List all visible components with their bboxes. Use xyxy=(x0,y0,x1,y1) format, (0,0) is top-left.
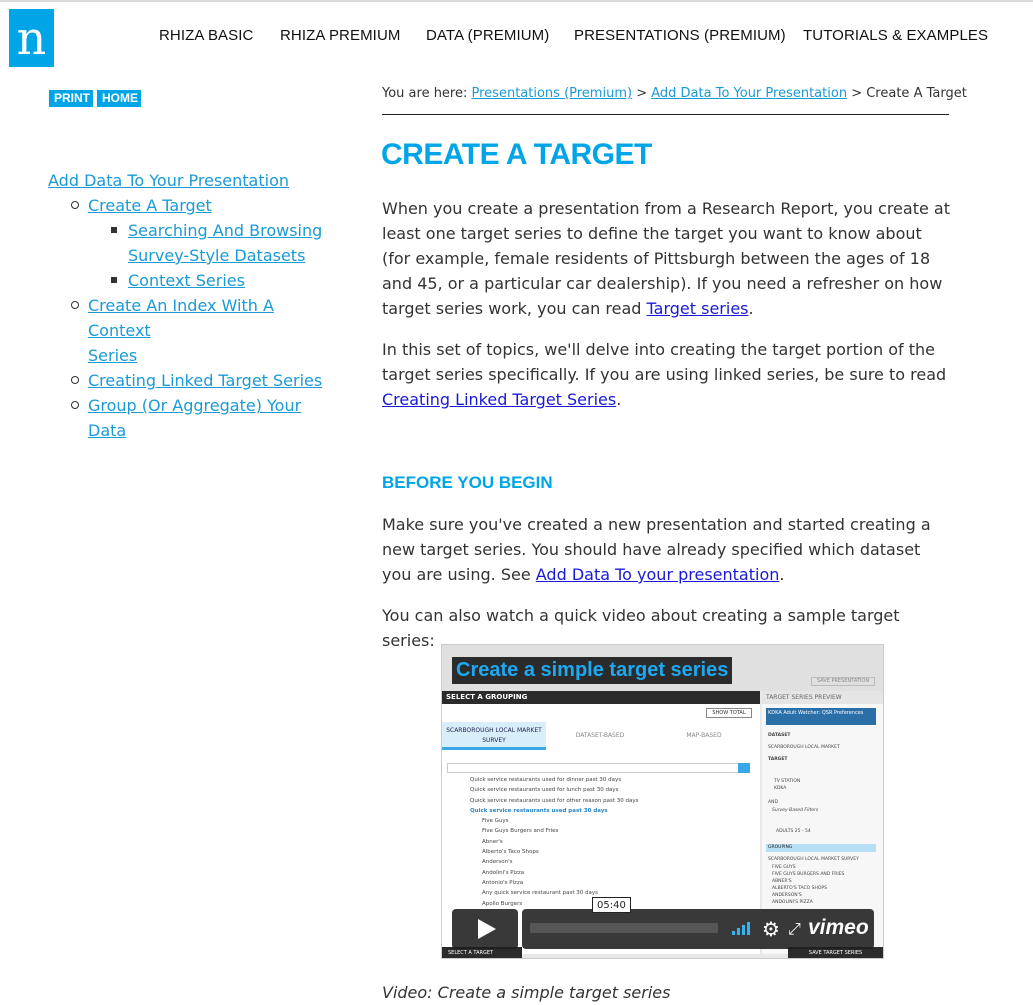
breadcrumb-prefix: You are here: xyxy=(382,86,472,101)
video-preview-line: AND xyxy=(768,800,778,805)
video-preview-line: SCARBOROUGH LOCAL MARKET xyxy=(768,745,840,750)
breadcrumb-add-data[interactable]: Add Data To Your Presentation xyxy=(651,86,848,101)
toc-searching-browsing[interactable] xyxy=(128,221,322,265)
video-search-icon xyxy=(738,763,750,773)
video-list-item: Quick service restaurants used for dinner past 30 days xyxy=(470,777,622,783)
toc-context-series[interactable]: Context Series xyxy=(128,271,245,290)
video-preview-line: TV STATION xyxy=(774,779,801,784)
section-heading-before-you-begin: BEFORE YOU BEGIN xyxy=(382,473,553,492)
video-footer-save-series: SAVE TARGET SERIES xyxy=(788,947,883,959)
nav-rhiza-basic[interactable]: RHIZA BASIC xyxy=(159,27,254,44)
video-tabs xyxy=(442,722,760,750)
video-grouping-line: ALBERTO'S TACO SHOPS xyxy=(772,886,827,891)
settings-gear-icon[interactable]: ⚙ xyxy=(762,917,780,941)
toc-add-data[interactable]: Add Data To Your Presentation xyxy=(48,171,290,190)
video-tab-map: MAP-BASED xyxy=(686,732,722,739)
breadcrumb-sep: > xyxy=(847,86,867,101)
toc-bullet xyxy=(71,201,79,209)
window-top-border xyxy=(0,0,1033,2)
video-player[interactable] xyxy=(441,644,884,959)
fullscreen-icon[interactable]: ⤢ xyxy=(788,919,801,938)
toc-create-target[interactable]: Create A Target xyxy=(88,196,212,215)
breadcrumb xyxy=(382,86,967,101)
video-grouping-line: FIVE GUYS BURGERS AND FRIES xyxy=(772,872,845,877)
breadcrumb-presentations[interactable]: Presentations (Premium) xyxy=(471,86,633,101)
breadcrumb-divider xyxy=(382,114,949,115)
nav-presentations-premium[interactable]: PRESENTATIONS (PREMIUM) xyxy=(574,27,786,44)
add-data-link[interactable]: Add Data To your presentation xyxy=(535,565,780,584)
nav-data-premium[interactable]: DATA (PREMIUM) xyxy=(426,27,550,44)
nav-rhiza-premium[interactable]: RHIZA PREMIUM xyxy=(280,27,401,44)
linked-paragraph xyxy=(382,337,952,412)
video-play-button[interactable] xyxy=(452,909,518,949)
video-list-item: Anderson's xyxy=(482,859,513,866)
video-preview-line: Survey-Based Filters xyxy=(772,808,819,813)
toc-index-line2: Series xyxy=(88,346,138,365)
logo-letter: n xyxy=(16,11,47,65)
play-icon xyxy=(478,919,496,939)
intro-paragraph xyxy=(382,196,952,321)
before-end: . xyxy=(779,565,785,584)
video-grouping-line: FIVE GUYS xyxy=(772,865,796,870)
toc-linked-target[interactable]: Creating Linked Target Series xyxy=(88,371,323,390)
video-right-header: TARGET SERIES PREVIEW xyxy=(762,691,884,704)
linked-text: In this set of topics, we'll delve into creating the target portion of the target series specifically. If you are using linked series, be sure to read xyxy=(382,340,947,384)
video-list-item: Quick service restaurants used for other reason past 30 days xyxy=(470,797,639,804)
video-grouping-line: ANDOLINI'S PIZZA xyxy=(772,900,813,905)
video-preview-line: TARGET xyxy=(768,757,788,762)
toc-bullet xyxy=(71,376,79,384)
intro-end: . xyxy=(748,299,754,318)
video-caption: Video: Create a simple target series xyxy=(382,983,671,1002)
print-button[interactable]: PRINT xyxy=(49,90,93,107)
video-grouping-header: GROUPING xyxy=(766,844,876,852)
video-progress-track[interactable] xyxy=(530,923,718,933)
video-grouping-line: ANDERSON'S xyxy=(772,893,802,898)
video-preview-line: KDKA xyxy=(774,786,787,791)
video-list-item: Quick service restaurants used past 30 days xyxy=(470,807,608,814)
toc-index-line1: Create An Index With A Context xyxy=(88,296,274,340)
video-preview-line: ADULTS 25 - 54 xyxy=(776,829,811,834)
vimeo-logo[interactable]: vimeo xyxy=(808,916,869,939)
video-list-item: Five Guys xyxy=(482,818,509,825)
toc-bullet xyxy=(111,277,117,283)
video-list-item: Quick service restaurants used for lunch past 30 days xyxy=(470,787,619,794)
linked-target-link[interactable]: Creating Linked Target Series xyxy=(382,390,617,409)
toc-create-index[interactable] xyxy=(88,296,274,365)
video-grouping-line: ABNER'S xyxy=(772,879,792,884)
toc-group-data[interactable]: Group (Or Aggregate) Your Data xyxy=(88,396,302,440)
breadcrumb-current: Create A Target xyxy=(866,86,967,101)
toc-searching-line1: Searching And Browsing xyxy=(128,221,323,240)
linked-end: . xyxy=(616,390,622,409)
video-list-item: Five Guys Burgers and Fries xyxy=(482,828,559,835)
video-panel-header: SELECT A GROUPING xyxy=(442,691,760,704)
sidebar-toc xyxy=(48,168,338,443)
video-grouping-list xyxy=(470,775,750,909)
page-title: CREATE A TARGET xyxy=(381,138,652,171)
video-list-item: Any quick service restaurant past 30 days xyxy=(482,890,598,897)
video-search-field xyxy=(447,763,747,773)
video-tab-dataset: DATASET-BASED xyxy=(575,732,625,739)
video-save-presentation: SAVE PRESENTATION xyxy=(811,677,875,686)
before-paragraph xyxy=(382,512,952,587)
toc-bullet xyxy=(71,301,79,309)
toc-searching-line2: Survey-Style Datasets xyxy=(128,246,306,265)
volume-icon[interactable] xyxy=(732,921,754,935)
intro-text: When you create a presentation from a Research Report, you create at least one target series to define the target you want to know about (for example, female residents of Pittsburgh between the ages of 18 and 45, or a particular car dealership). If you need a refresher on how target series work, you can read xyxy=(382,199,950,318)
nav-tutorials-examples[interactable]: TUTORIALS & EXAMPLES xyxy=(803,27,989,44)
video-preview-box: KDKA Adult Watcher: QSR Preferences xyxy=(766,708,876,725)
video-list-item: Alberto's Taco Shops xyxy=(482,849,539,856)
home-button[interactable]: HOME xyxy=(97,90,141,107)
video-list-item: Antonio's Pizza xyxy=(482,879,524,886)
video-list-item: Apollo Burgers xyxy=(482,900,523,907)
video-footer-select-target: SELECT A TARGET xyxy=(442,947,522,959)
video-list-item: Andolini's Pizza xyxy=(482,869,525,876)
top-nav xyxy=(0,27,1033,47)
video-list-item: Abner's xyxy=(482,838,503,845)
video-preview-line: DATASET xyxy=(768,733,791,738)
video-intro-paragraph: You can also watch a quick video about creating a sample target series: xyxy=(382,606,900,650)
toc-bullet xyxy=(111,227,117,233)
breadcrumb-sep: > xyxy=(632,86,652,101)
toc-bullet xyxy=(71,401,79,409)
target-series-link[interactable]: Target series xyxy=(646,299,749,318)
video-tab-scarborough: SCARBOROUGH LOCAL MARKET SURVEY xyxy=(442,722,546,750)
video-grouping-line: SCARBOROUGH LOCAL MARKET SURVEY xyxy=(768,857,859,862)
video-time-tooltip: 05:40 xyxy=(592,897,631,913)
video-title[interactable]: Create a simple target series xyxy=(452,657,732,684)
video-show-total: SHOW TOTAL xyxy=(706,708,752,718)
before-text: Make sure you've created a new presentation and started creating a new target series. You should have already specified which dataset you are using. See xyxy=(382,515,931,584)
